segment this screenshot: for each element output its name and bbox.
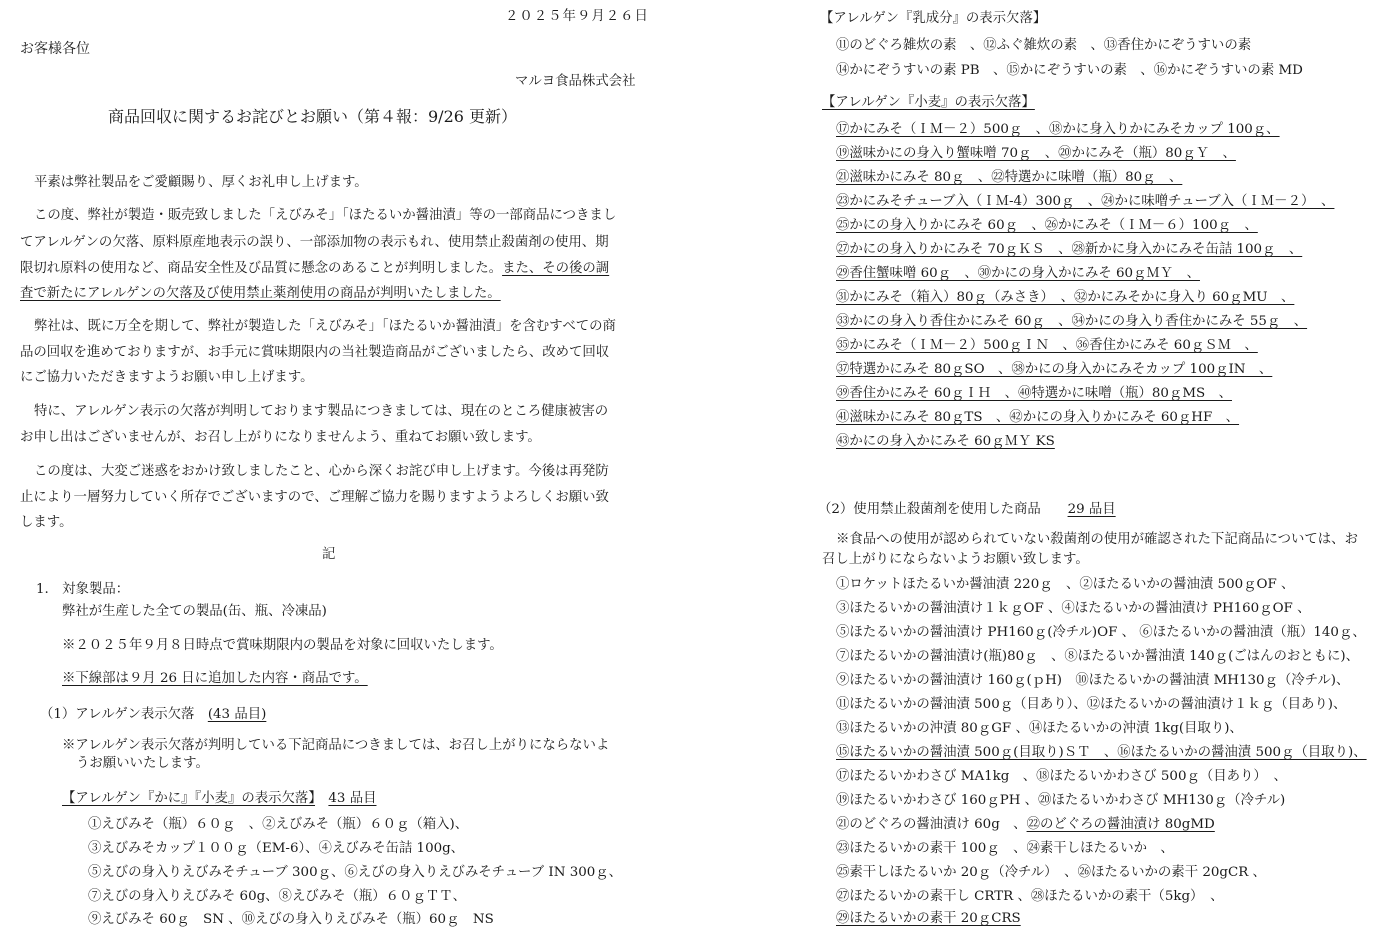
- section-note: ※２０２５年９月８日時点で賞味期限内の製品を対象に回収いたします。: [62, 638, 503, 653]
- added-text: また、その後の調: [502, 261, 610, 276]
- product-line-added: ㉑滋味かにみそ 80ｇ 、㉒特選かに味噌（瓶）80ｇ 、: [836, 170, 1183, 185]
- paragraph-line: 弊社は、既に万全を期して、弊社が製造した「えびみそ」「ほたるいか醤油漬」を含むすべての商: [34, 319, 616, 334]
- product-line: ㉓ほたるいかの素干 100ｇ 、㉔素干しほたるいか 、: [836, 841, 1174, 856]
- allergen-count: (43 品目): [207, 707, 267, 722]
- page-title: 商品回収に関するお詫びとお願い（第４報：9/26 更新）: [108, 107, 518, 126]
- group-title: 【アレルゲン『かに』『小麦』の表示欠落】 43 品目: [62, 791, 377, 806]
- product-line: ㉕素干しほたるいか 20ｇ（冷チル） 、㉖ほたるいかの素干 20gCR 、: [836, 865, 1266, 880]
- added-text: 査で新たにアレルゲンの欠落及び使用禁止薬剤使用の商品が判明いたしました。: [20, 286, 501, 301]
- group-count: 43 品目: [328, 791, 377, 806]
- product-line: ⑤えびの身入りえびみそチューブ 300ｇ、⑥えびの身入りえびみそチューブ IN 300ｇ、: [88, 865, 623, 880]
- ki-mark: 記: [322, 547, 336, 562]
- product-line-added: ㊸かにの身入かにみそ 60ｇＭＹ KS: [836, 434, 1055, 449]
- paragraph-line: この度は、大変ご迷惑をおかけ致しましたこと、心から深くお詫び申し上げます。今後は再発防: [34, 464, 609, 479]
- product-line-added: ⑰かにみそ（ＩＭ－２）500ｇ 、⑱かに身入りかにみそカップ 100ｇ、: [836, 122, 1280, 137]
- product-line: ⑤ほたるいかの醤油漬け PH160ｇ(冷チル)OF 、 ⑥ほたるいかの醤油漬（瓶）140ｇ、: [836, 625, 1366, 640]
- product-line-added: ㉝かにの身入り香住かにみそ 60ｇ 、㉞かにの身入り香住かにみそ 55ｇ 、: [836, 314, 1308, 329]
- product-line: ⑨えびみそ 60ｇ SN 、⑩えびの身入りえびみそ（瓶）60ｇ NS: [88, 912, 494, 927]
- product-line: ③ほたるいかの醤油漬け１ｋｇOF 、④ほたるいかの醤油漬け PH160ｇOF 、: [836, 601, 1311, 616]
- allergen-note: うお願いいたします。: [76, 756, 209, 771]
- product-line-added: ㉕かにの身入りかにみそ 60ｇ 、㉖かにみそ（ＩＭ－６）100ｇ 、: [836, 218, 1258, 233]
- section-heading: 1. 対象製品：: [36, 582, 130, 597]
- product-line-added: ㊶滋味かにみそ 80ｇTS 、㊷かにの身入りかにみそ 60ｇHF 、: [836, 410, 1240, 425]
- product-line: ⑪のどぐろ雑炊の素 、⑫ふぐ雑炊の素 、⑬香住かにぞうすいの素: [836, 38, 1252, 53]
- product-line: ㉑のどぐろの醤油漬け 60g 、㉒のどぐろの醤油漬け 80gMD: [836, 817, 1215, 832]
- paragraph-line: します。: [20, 515, 73, 530]
- product-line-added: ㉙香住蟹味噌 60ｇ 、㉚かにの身入かにみそ 60ｇＭＹ 、: [836, 266, 1200, 281]
- paragraph-line: にご協力いただきますようお願い申し上げます。: [20, 370, 314, 385]
- section-desc: 弊社が生産した全ての製品(缶、瓶、冷凍品): [62, 604, 327, 619]
- group-title: 【アレルゲン『乳成分』の表示欠落】: [820, 11, 1047, 26]
- added-product: ㉒のどぐろの醤油漬け 80gMD: [1026, 817, 1215, 832]
- product-line: ⑨ほたるいかの醤油漬け 160ｇ(ｐH) ⑩ほたるいかの醤油漬 MH130ｇ（冷チル)、: [836, 673, 1350, 688]
- product-line-added: ㉟かにみそ（ＩＭ－２）500ｇＩＮ 、㊱香住かにみそ 60ｇＳＭ 、: [836, 338, 1258, 353]
- product-line: ⑦ほたるいかの醤油漬け(瓶)80ｇ 、⑧ほたるいか醤油漬 140ｇ(ごはんのおともに)、: [836, 649, 1360, 664]
- paragraph-line: この度、弊社が製造・販売致しました「えびみそ」「ほたるいか醤油漬」等の一部商品につきまし: [34, 208, 617, 223]
- product-line-added: ㉓かにみそチューブ入（ＩＭ-4）300ｇ 、㉔かに味噌チューブ入（ＩＭ－２） 、: [836, 194, 1335, 209]
- product-line: ㉗ほたるいかの素干し CRTR 、㉘ほたるいかの素干（5kg） 、: [836, 889, 1224, 904]
- product-line-added: ⑲滋味かにの身入り蟹味噌 70ｇ 、⑳かにみそ（瓶）80ｇＹ 、: [836, 146, 1236, 161]
- company-name: マルヨ食品株式会社: [515, 74, 636, 89]
- product-line: ⑰ほたるいかわさび MA1kg 、⑱ほたるいかわさび 500ｇ（目あり） 、: [836, 769, 1287, 784]
- fungicide-count: 29 品目: [1067, 502, 1116, 517]
- fungicide-heading: （2）使用禁止殺菌剤を使用した商品 29 品目: [818, 502, 1116, 517]
- product-line: ⑪ほたるいかの醤油漬 500ｇ（目あり）、⑫ほたるいかの醤油漬け１ｋｇ（目あり)、: [836, 697, 1347, 712]
- product-line: ⑬ほたるいかの沖漬 80ｇGF 、⑭ほたるいかの沖漬 1kg(目取り)、: [836, 721, 1243, 736]
- addressee: お客様各位: [20, 41, 90, 57]
- document-date: ２０２５年９月２６日: [505, 9, 649, 24]
- fungicide-note: 召し上がりにならないようお願い致します。: [822, 552, 1089, 567]
- product-line-added: ㉙ほたるいかの素干 20ｇCRS: [836, 911, 1021, 926]
- product-line-added: ㉗かにの身入りかにみそ 70ｇＫＳ 、㉘新かに身入かにみそ缶詰 100ｇ 、: [836, 242, 1303, 257]
- paragraph-line: てアレルゲンの欠落、原料原産地表示の誤り、一部添加物の表示もれ、使用禁止殺菌剤の使用、期: [20, 235, 609, 250]
- allergen-heading: （1）アレルゲン表示欠落 (43 品目): [40, 707, 267, 722]
- fungicide-note: ※食品への使用が認められていない殺菌剤の使用が確認された下記商品については、お: [836, 532, 1358, 547]
- group-title-added: 【アレルゲン『小麦』の表示欠落】: [822, 95, 1035, 110]
- allergen-note: ※アレルゲン表示欠落が判明している下記商品につきましては、お召し上がりにならないよ: [62, 738, 610, 753]
- paragraph-line: 止により一層努力していく所存でございますので、ご理解ご協力を賜りますようよろしくお願い致: [20, 490, 609, 505]
- product-line: ⑭かにぞうすいの素 PB 、⑮かにぞうすいの素 、⑯かにぞうすいの素 MD: [836, 63, 1303, 78]
- product-line-added: ㉛かにみそ（箱入）80ｇ（みさき） 、㉜かにみそかに身入り 60ｇMU 、: [836, 290, 1295, 305]
- product-line: ①えびみそ（瓶）６０ｇ 、②えびみそ（瓶）６０ｇ（箱入)、: [88, 817, 469, 832]
- product-line-added: ⑮ほたるいかの醤油漬 500ｇ(目取り)ＳＴ 、⑯ほたるいかの醤油漬 500ｇ（目取り)、: [836, 745, 1367, 760]
- product-line-added: ㊴香住かにみそ 60ｇＩＨ 、㊵特選かに味噌（瓶）80ｇMS 、: [836, 386, 1232, 401]
- product-line: ③えびみそカップ１００ｇ（EM‐6）、④えびみそ缶詰 100g、: [88, 841, 465, 856]
- product-line: ⑦えびの身入りえびみそ 60g、⑧えびみそ（瓶）６０ｇＴＴ、: [88, 889, 467, 904]
- paragraph-line: お申し出はございませんが、お召し上がりになりませんよう、重ねてお願い致します。: [20, 430, 541, 445]
- product-line: ①ロケットほたるいか醤油漬 220ｇ 、②ほたるいかの醤油漬 500ｇOF 、: [836, 577, 1295, 592]
- paragraph-line: 品の回収を進めておりますが、お手元に賞味期限内の当社製造商品がございましたら、改めて回収: [20, 345, 610, 360]
- product-line: ⑲ほたるいかわさび 160ｇPH 、⑳ほたるいかわさび MH130ｇ（冷チル): [836, 793, 1286, 808]
- product-line-added: ㊲特選かにみそ 80ｇSO 、㊳かにの身入かにみそカップ 100ｇIN 、: [836, 362, 1273, 377]
- paragraph-text: 限切れ原料の使用など、商品安全性及び品質に懸念のあることが判明しました。: [20, 261, 503, 276]
- paragraph-line: 特に、アレルゲン表示の欠落が判明しております製品につきましては、現在のところ健康被害の: [34, 404, 609, 419]
- paragraph-greeting: 平素は弊社製品をご愛顧賜り、厚くお礼申し上げます。: [34, 175, 368, 190]
- section-note-added: ※下線部は９月 26 日に追加した内容・商品です。: [62, 671, 368, 686]
